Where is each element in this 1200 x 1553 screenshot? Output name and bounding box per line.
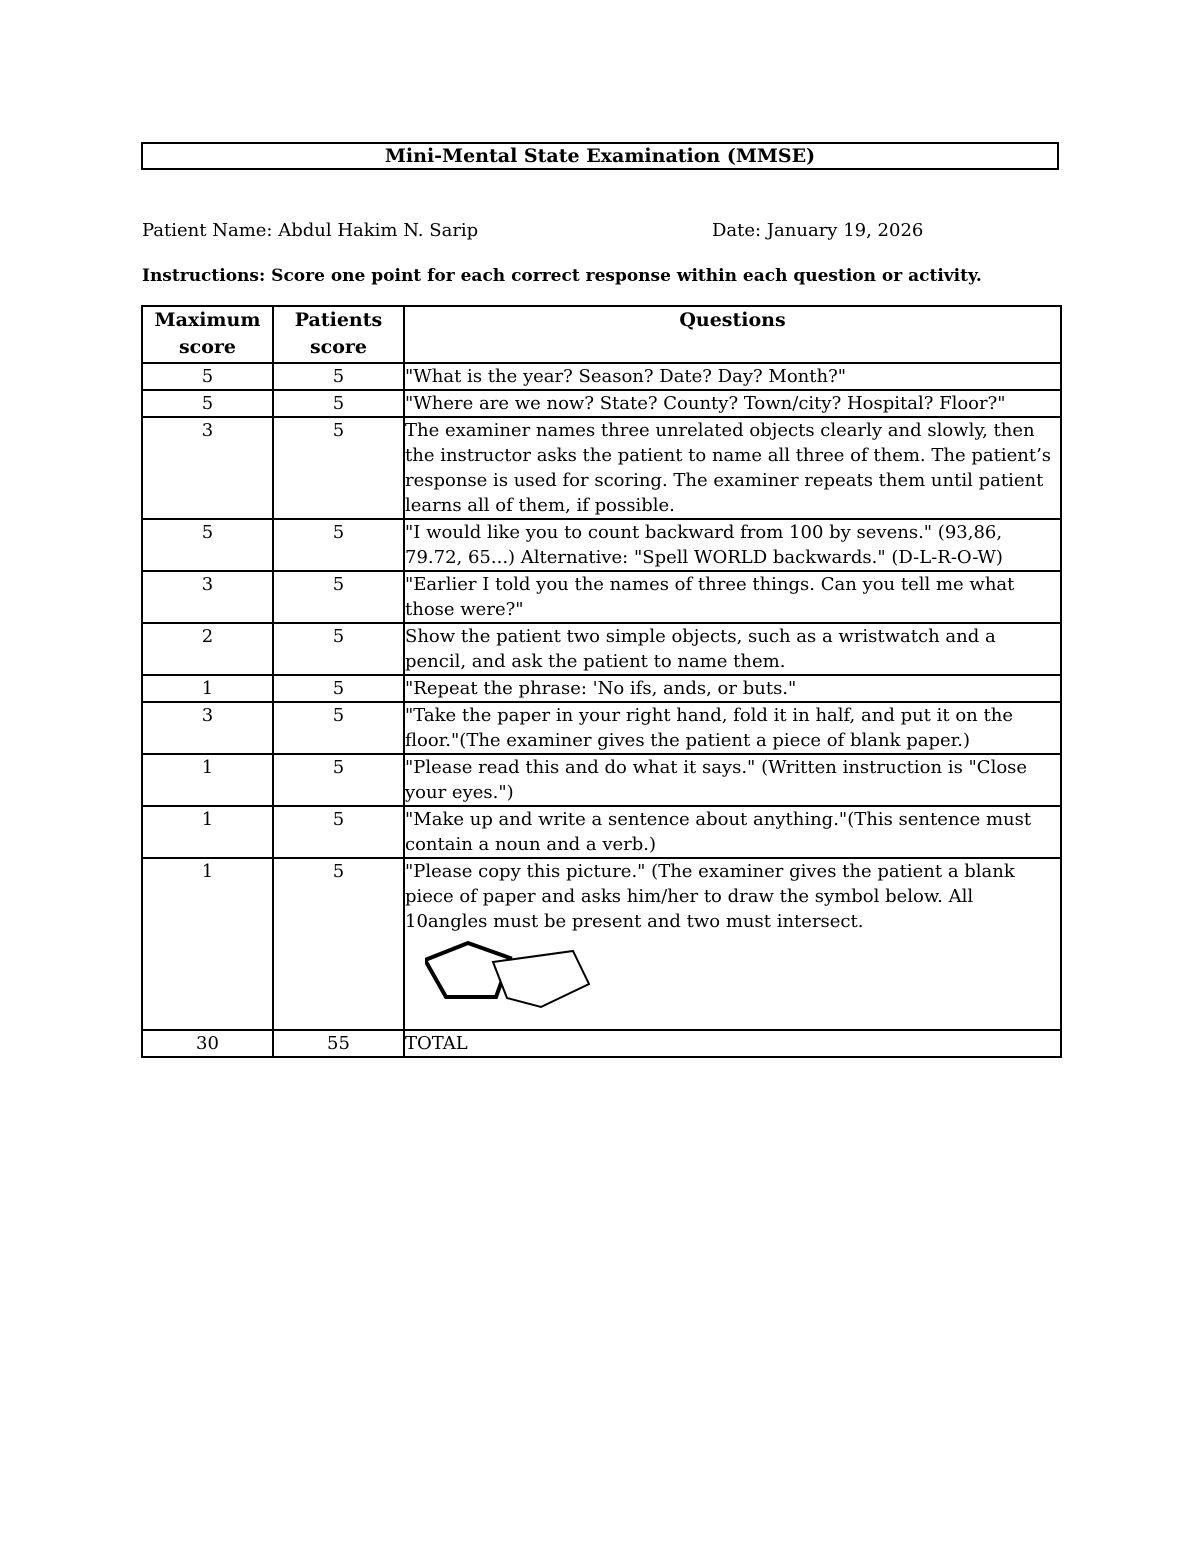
- document-title: Mini-Mental State Examination (MMSE): [141, 142, 1059, 170]
- total-row: [142, 1030, 1061, 1057]
- patient-score-cell: 5: [273, 571, 404, 623]
- patient-score-cell: 5: [273, 675, 404, 702]
- table-row: [142, 519, 1061, 571]
- total-patient-score: 55: [273, 1030, 404, 1057]
- intersecting-pentagons-icon: [425, 940, 605, 1010]
- patient-score-cell: 5: [273, 806, 404, 858]
- patient-score-cell: 5: [273, 363, 404, 390]
- question-cell: [404, 858, 1061, 1030]
- max-score-cell: 5: [142, 519, 273, 571]
- patient-score-cell: 5: [273, 417, 404, 519]
- max-score-cell: 2: [142, 623, 273, 675]
- table-row: [142, 702, 1061, 754]
- max-score-cell: 1: [142, 754, 273, 806]
- max-score-cell: 1: [142, 806, 273, 858]
- exam-date: Date: January 19, 2026: [712, 220, 924, 241]
- question-cell: "Make up and write a sentence about anything."(This sentence must contain a noun and a verb.): [404, 806, 1061, 858]
- patient-score-cell: 5: [273, 702, 404, 754]
- instructions: Instructions: Score one point for each correct response within each question or activity.: [142, 266, 982, 286]
- max-score-cell: 3: [142, 571, 273, 623]
- patient-score-cell: 5: [273, 858, 404, 1030]
- question-cell: "Earlier I told you the names of three things. Can you tell me what those were?": [404, 571, 1061, 623]
- question-cell: Show the patient two simple objects, such as a wristwatch and a pencil, and ask the patient to name them.: [404, 623, 1061, 675]
- header-questions: Questions: [404, 306, 1061, 363]
- question-cell: "I would like you to count backward from 100 by sevens." (93,86, 79.72, 65...) Alternative: "Spell WORLD backwards." (D-L-R-O-W): [404, 519, 1061, 571]
- patient-name: Patient Name: Abdul Hakim N. Sarip: [142, 220, 479, 241]
- max-score-cell: 3: [142, 417, 273, 519]
- table-row: [142, 754, 1061, 806]
- table-row: [142, 571, 1061, 623]
- max-score-cell: 5: [142, 363, 273, 390]
- mmse-table: [141, 305, 1062, 1058]
- table-row: [142, 417, 1061, 519]
- question-cell: "Repeat the phrase: 'No ifs, ands, or buts.": [404, 675, 1061, 702]
- table-header-row: [142, 306, 1061, 363]
- patient-score-cell: 5: [273, 519, 404, 571]
- total-label: TOTAL: [404, 1030, 1061, 1057]
- table-row: [142, 806, 1061, 858]
- header-max-score: Maximum score: [142, 306, 273, 363]
- question-cell: The examiner names three unrelated objects clearly and slowly, then the instructor asks the patient to name all three of them. The patient’s response is used for scoring. The examiner repeats them until patient learns all of them, if possible.: [404, 417, 1061, 519]
- max-score-cell: 1: [142, 675, 273, 702]
- max-score-cell: 3: [142, 702, 273, 754]
- patient-score-cell: 5: [273, 623, 404, 675]
- question-cell: "What is the year? Season? Date? Day? Month?": [404, 363, 1061, 390]
- patient-score-cell: 5: [273, 754, 404, 806]
- question-cell: "Please read this and do what it says." (Written instruction is "Close your eyes."): [404, 754, 1061, 806]
- question-cell: "Where are we now? State? County? Town/city? Hospital? Floor?": [404, 390, 1061, 417]
- question-cell: "Take the paper in your right hand, fold it in half, and put it on the floor."(The examiner gives the patient a piece of blank paper.): [404, 702, 1061, 754]
- header-patient-score: Patients score: [273, 306, 404, 363]
- max-score-cell: 5: [142, 390, 273, 417]
- patient-score-cell: 5: [273, 390, 404, 417]
- table-row: [142, 390, 1061, 417]
- table-row: [142, 858, 1061, 1030]
- question-text: "Please copy this picture." (The examiner gives the patient a blank piece of paper and asks him/her to draw the symbol below. All 10angles must be present and two must intersect.: [405, 861, 1015, 932]
- total-max-score: 30: [142, 1030, 273, 1057]
- table-row: [142, 623, 1061, 675]
- table-row: [142, 363, 1061, 390]
- table-row: [142, 675, 1061, 702]
- max-score-cell: 1: [142, 858, 273, 1030]
